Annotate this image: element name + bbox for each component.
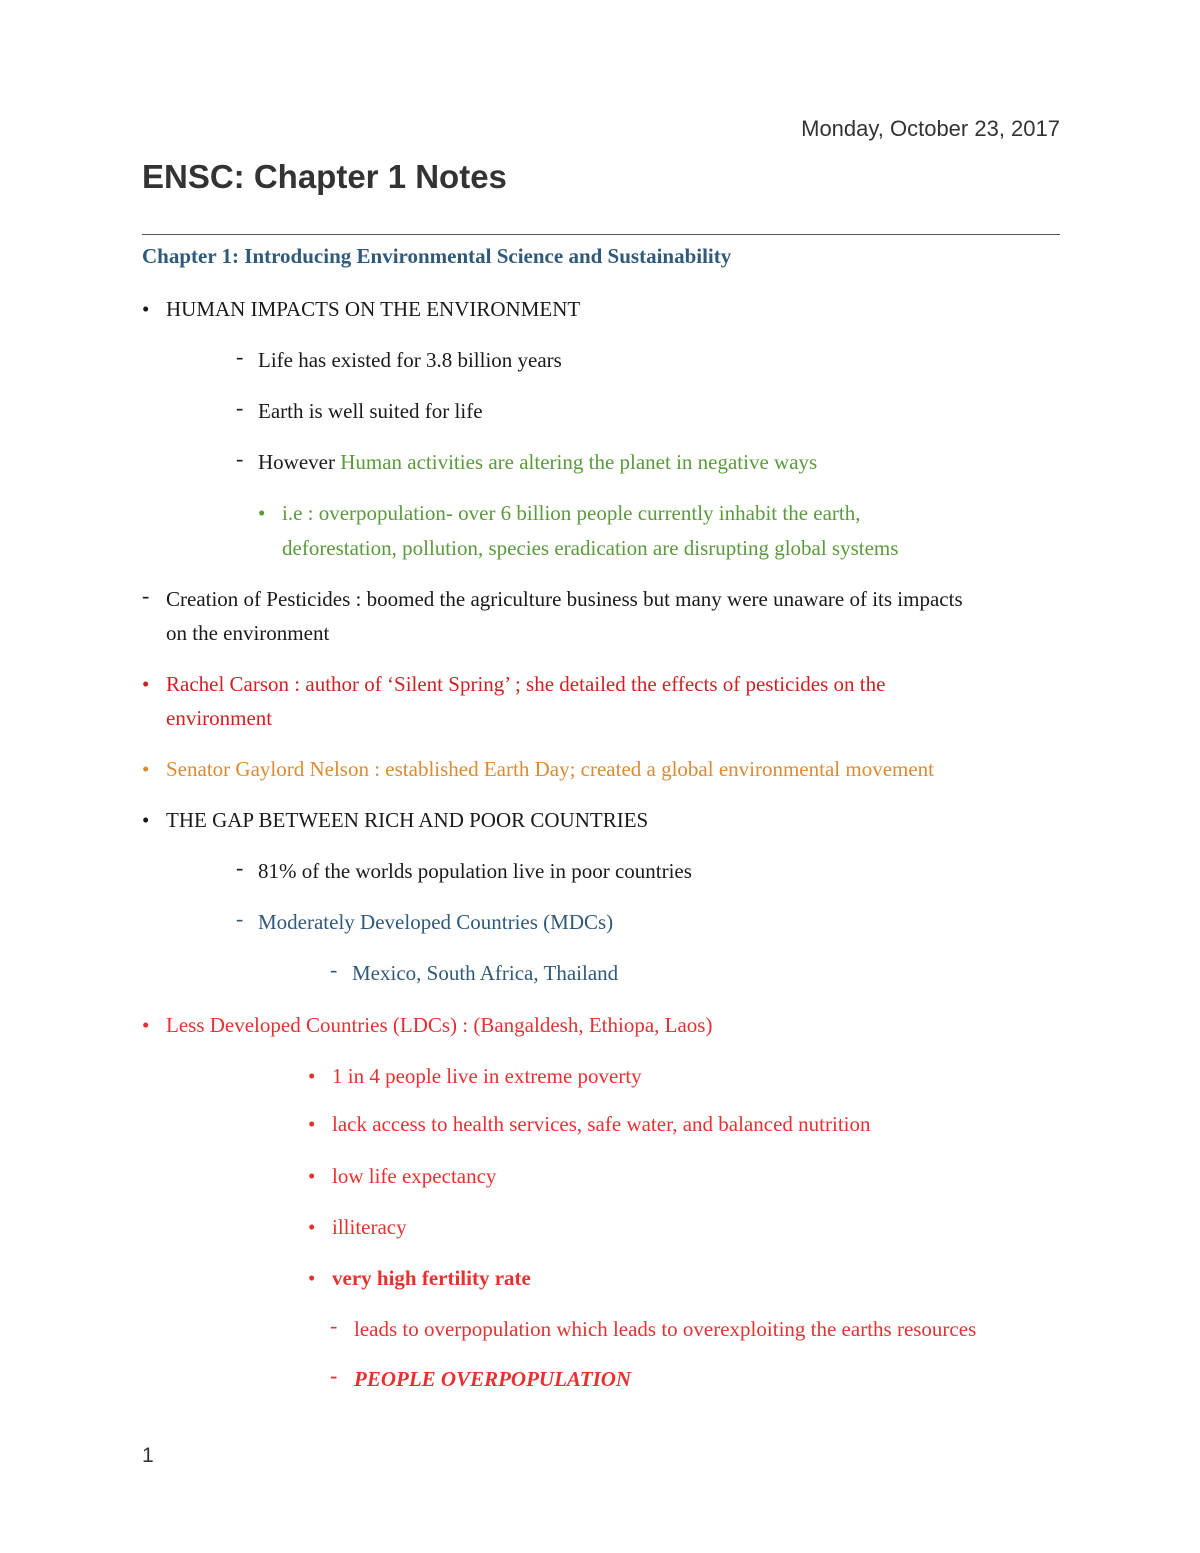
- dash-icon: -: [236, 446, 244, 471]
- item-text: very high fertility rate: [332, 1266, 531, 1290]
- item-text: 81% of the worlds population live in poor countries: [258, 859, 692, 883]
- item-text: lack access to health services, safe water, and balanced nutrition: [332, 1112, 871, 1136]
- dash-icon: -: [236, 906, 244, 931]
- bullet-icon: •: [142, 672, 150, 696]
- item-text: PEOPLE OVERPOPULATION: [354, 1367, 632, 1391]
- item-text: deforestation, pollution, species eradication are disrupting global systems: [282, 536, 899, 560]
- item-text: Senator Gaylord Nelson : established Earth Day; created a global environmental movement: [166, 757, 935, 781]
- list-item-continuation: [166, 616, 329, 650]
- bullet-icon: •: [142, 757, 150, 781]
- list-item-continuation: [166, 701, 272, 735]
- item-text: 1 in 4 people live in extreme poverty: [332, 1064, 642, 1088]
- item-text: Moderately Developed Countries (MDCs): [258, 910, 614, 934]
- item-text: Life has existed for 3.8 billion years: [258, 348, 562, 372]
- item-text: Less Developed Countries (LDCs) : (Bangaldesh, Ethiopa, Laos): [166, 1013, 713, 1037]
- item-text: THE GAP BETWEEN RICH AND POOR COUNTRIES: [166, 808, 649, 832]
- chapter-heading: Chapter 1: Introducing Environmental Science and Sustainability: [142, 244, 732, 268]
- item-text: i.e : overpopulation- over 6 billion people currently inhabit the earth,: [282, 501, 861, 525]
- title-divider: [142, 234, 1060, 235]
- page-title: ENSC: Chapter 1 Notes: [142, 158, 507, 195]
- item-text: However: [258, 450, 335, 474]
- dash-icon: -: [330, 1313, 338, 1338]
- page-number: 1: [142, 1444, 154, 1467]
- dash-icon: -: [236, 344, 244, 369]
- item-text: Earth is well suited for life: [258, 399, 483, 423]
- bullet-icon: •: [308, 1112, 316, 1136]
- dash-icon: -: [142, 583, 150, 608]
- bullet-icon: •: [308, 1064, 316, 1088]
- item-text: Rachel Carson : author of ‘Silent Spring’ ; she detailed the effects of pesticides on the: [166, 672, 886, 696]
- list-item-continuation: [282, 531, 898, 565]
- item-text-highlight: Human activities are altering the planet in negative ways: [340, 450, 818, 474]
- item-text: Mexico, South Africa, Thailand: [352, 961, 619, 985]
- dash-icon: -: [330, 957, 338, 982]
- item-text: on the environment: [166, 621, 330, 645]
- bullet-icon: •: [142, 1013, 150, 1037]
- item-text: HUMAN IMPACTS ON THE ENVIRONMENT: [166, 297, 581, 321]
- item-text: Creation of Pesticides : boomed the agriculture business but many were unaware of its impacts: [166, 587, 963, 611]
- bullet-icon: •: [258, 501, 266, 525]
- bullet-icon: •: [308, 1164, 316, 1188]
- item-text: low life expectancy: [332, 1164, 497, 1188]
- bullet-icon: •: [308, 1215, 316, 1239]
- bullet-icon: •: [142, 808, 150, 832]
- dash-icon: -: [236, 855, 244, 880]
- item-text: leads to overpopulation which leads to overexploiting the earths resources: [354, 1317, 977, 1341]
- item-text: environment: [166, 706, 273, 730]
- item-text: illiteracy: [332, 1215, 407, 1239]
- bullet-icon: •: [308, 1266, 316, 1290]
- item-text-group: [258, 445, 817, 479]
- dash-icon: -: [330, 1363, 338, 1388]
- dash-icon: -: [236, 395, 244, 420]
- date-label: Monday, October 23, 2017: [801, 116, 1060, 141]
- bullet-icon: •: [142, 297, 150, 321]
